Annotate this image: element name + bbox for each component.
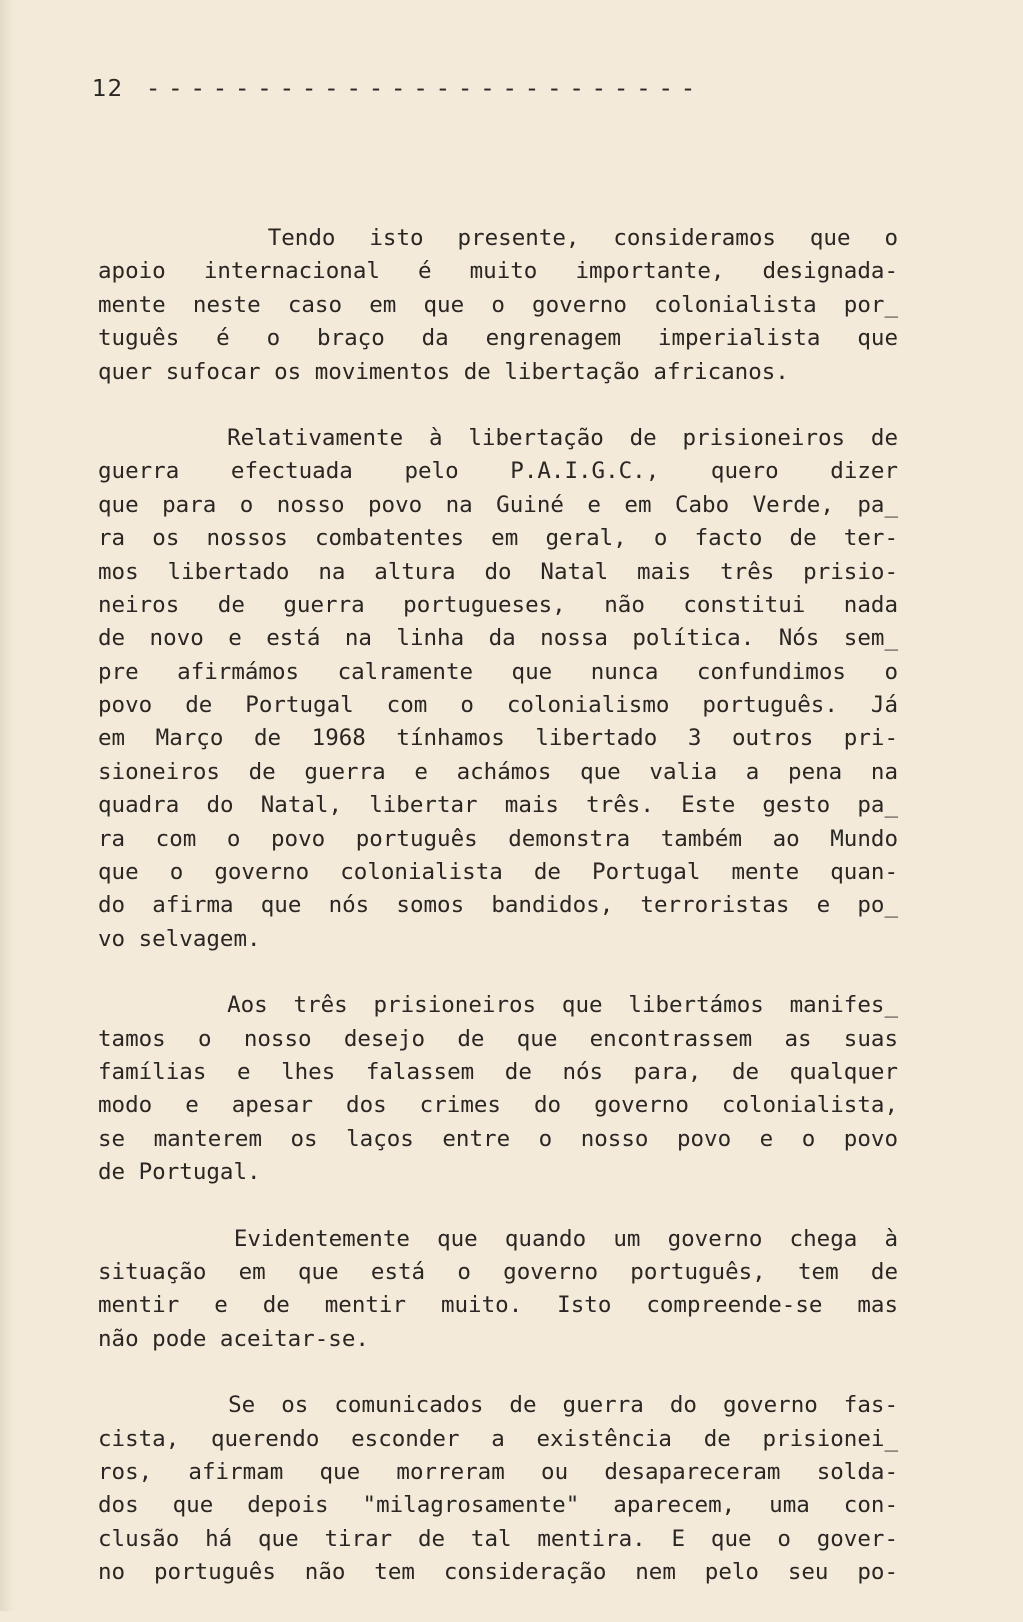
text-line: modo e apesar dos crimes do governo colonialista, <box>98 1092 898 1119</box>
text-line: do afirma que nós somos bandidos, terroristas e po_ <box>98 892 898 919</box>
text-line: mente neste caso em que o governo colonialista por_ <box>98 291 898 318</box>
text-line: tamos o nosso desejo de que encontrassem as suas <box>98 1025 898 1052</box>
text-line: Se os comunicados de guerra do governo fas- <box>98 1392 898 1419</box>
text-line: sioneiros de guerra e achámos que valia a pena na <box>98 758 898 785</box>
text-line: quadra do Natal, libertar mais três. Este gesto pa_ <box>98 792 898 819</box>
text-line: dos que depois "milagrosamente" aparecem, uma con- <box>98 1492 898 1519</box>
text-line: vo selvagem. <box>98 925 261 952</box>
text-line: de Portugal. <box>98 1159 261 1186</box>
text-line: Aos três prisioneiros que libertámos manifes_ <box>98 992 898 1019</box>
header-rule: - - - - - - - - - - - - - - - - - - - - - - - - - <box>148 74 696 102</box>
text-line: pre afirmámos calramente que nunca confundimos o <box>98 658 898 685</box>
text-line: Relativamente à libertação de prisioneiros de <box>98 424 898 451</box>
text-line: povo de Portugal com o colonialismo português. Já <box>98 692 898 719</box>
text-line: guerra efectuada pelo P.A.I.G.C., quero dizer <box>98 458 898 485</box>
text-line: ra com o povo português demonstra também ao Mundo <box>98 825 898 852</box>
text-line: Evidentemente que quando um governo chega à <box>98 1225 898 1252</box>
text-line: cista, querendo esconder a existência de prisionei_ <box>98 1425 898 1452</box>
text-line: em Março de 1968 tínhamos libertado 3 outros pri- <box>98 725 898 752</box>
paragraph <box>98 222 898 389</box>
text-line: neiros de guerra portugueses, não constitui nada <box>98 591 898 618</box>
text-line: de novo e está na linha da nossa política. Nós sem_ <box>98 625 898 652</box>
body-text <box>98 222 898 1622</box>
paragraph <box>98 989 898 1189</box>
text-line: quer sufocar os movimentos de libertação africanos. <box>98 358 789 385</box>
text-line: no português não tem consideração nem pelo seu po- <box>98 1559 898 1586</box>
paragraph <box>98 1389 898 1589</box>
text-line: mos libertado na altura do Natal mais três prisio- <box>98 558 898 585</box>
text-line: se manterem os laços entre o nosso povo e o povo <box>98 1125 898 1152</box>
text-line: famílias e lhes falassem de nós para, de qualquer <box>98 1058 898 1085</box>
text-line: ros, afirmam que morreram ou desapareceram solda- <box>98 1458 898 1485</box>
text-line: situação em que está o governo português, tem de <box>98 1258 898 1285</box>
text-line: ra os nossos combatentes em geral, o facto de ter- <box>98 525 898 552</box>
text-line: que o governo colonialista de Portugal mente quan- <box>98 859 898 886</box>
text-line: tuguês é o braço da engrenagem imperialista que <box>98 325 898 352</box>
text-line: Tendo isto presente, consideramos que o <box>98 225 898 251</box>
text-line: não pode aceitar-se. <box>98 1325 369 1352</box>
text-line: que para o nosso povo na Guiné e em Cabo Verde, pa_ <box>98 491 898 518</box>
page-edge <box>0 0 14 1611</box>
paragraph <box>98 1223 898 1357</box>
text-line: apoio internacional é muito importante, designada- <box>98 258 898 285</box>
paragraph <box>98 422 898 956</box>
page-header <box>92 74 695 102</box>
text-line: mentir e de mentir muito. Isto compreende-se mas <box>98 1292 898 1319</box>
text-line: clusão há que tirar de tal mentira. E que o gover- <box>98 1525 898 1552</box>
page-number: 12 <box>92 76 124 102</box>
